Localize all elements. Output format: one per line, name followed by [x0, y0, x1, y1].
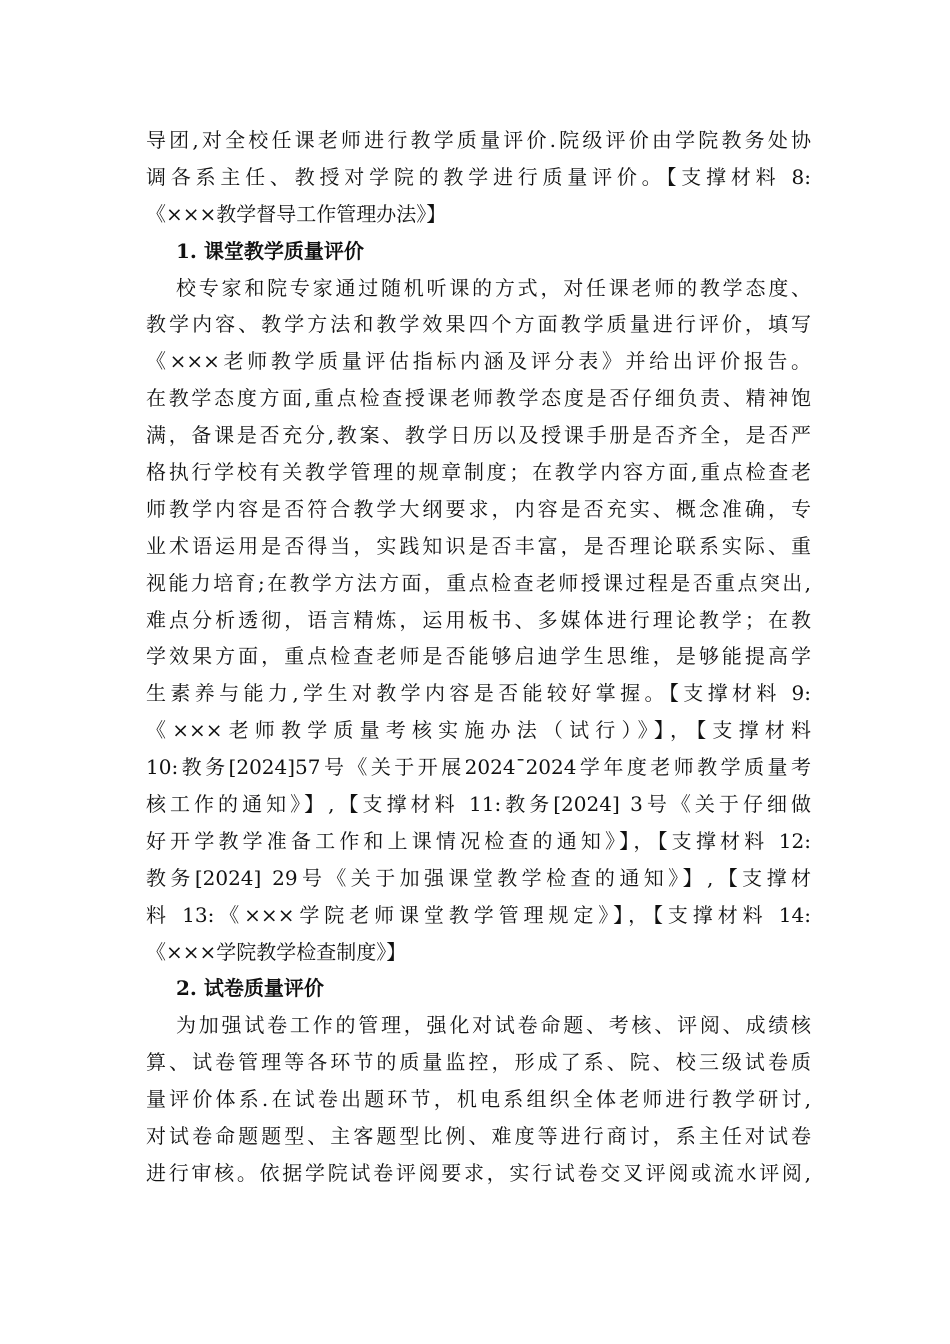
section-heading: 2. 试卷质量评价: [176, 976, 324, 1001]
text-line: 难点分析透彻，语言精炼，运用板书、多媒体进行理论教学；在教: [146, 607, 811, 632]
text-line: 算、试卷管理等各环节的质量监控，形成了系、院、校三级试卷质: [146, 1050, 811, 1075]
text-line: 教学内容、教学方法和教学效果四个方面教学质量进行评价，填写: [146, 312, 811, 337]
text-line: 《×××老师教学质量考核实施办法（试行）》】，【支撑材料: [146, 718, 811, 743]
text-line: 视能力培育;在教学方法方面，重点检查老师授课过程是否重点突出,: [146, 570, 811, 595]
section-heading: 1. 课堂教学质量评价: [176, 238, 364, 263]
text-line: 学效果方面，重点检查老师是否能够启迪学生思维，是够能提高学: [146, 644, 811, 669]
text-line: 好开学教学准备工作和上课情况检查的通知》】，【支撑材料 12:: [146, 828, 811, 853]
text-line: 调各系主任、教授对学院的教学进行质量评价。【支撑材料 8:: [146, 164, 811, 189]
text-line: 教务[2024] 29号《关于加强课堂教学检查的通知》】,【支撑材: [146, 865, 811, 890]
paragraph-last-line: 《×××教学督导工作管理办法》】: [146, 201, 447, 226]
paragraph-last-line: 《×××学院教学检查制度》】: [146, 939, 407, 964]
text-line: 在教学态度方面,重点检查授课老师教学态度是否仔细负责、精神饱: [146, 386, 811, 411]
text-line: 师教学内容是否符合教学大纲要求，内容是否充实、概念准确，专: [146, 496, 811, 521]
text-line: 导团,对全校任课老师进行教学质量评价.院级评价由学院教务处协: [146, 128, 811, 152]
paragraph-first-line: 校专家和院专家通过随机听课的方式，对任课老师的教学态度、: [176, 275, 811, 300]
text-line: 料 13:《×××学院老师课堂教学管理规定》】，【支撑材料 14:: [146, 902, 811, 927]
body-text: [146, 122, 811, 1192]
text-line: 《×××老师教学质量评估指标内涵及评分表》并给出评价报告。: [146, 349, 811, 374]
text-line: 格执行学校有关教学管理的规章制度；在教学内容方面,重点检查老: [146, 460, 811, 485]
paragraph-first-line: 为加强试卷工作的管理，强化对试卷命题、考核、评阅、成绩核: [176, 1013, 811, 1038]
text-line: 10:教务[2024]57号《关于开展2024¯2024学年度老师教学质量考: [146, 755, 811, 780]
text-line: 生素养与能力,学生对教学内容是否能较好掌握。【支撑材料 9:: [146, 681, 811, 706]
text-line: 量评价体系.在试卷出题环节，机电系组织全体老师进行教学研讨,: [146, 1087, 811, 1112]
text-line: 满，备课是否充分,教案、教学日历以及授课手册是否齐全，是否严: [146, 423, 811, 448]
text-line: 对试卷命题题型、主客题型比例、难度等进行商讨，系主任对试卷: [146, 1124, 811, 1149]
text-line: 核工作的通知》】,【支撑材料 11:教务[2024] 3号《关于仔细做: [146, 792, 811, 817]
text-line: 进行审核。依据学院试卷评阅要求，实行试卷交叉评阅或流水评阅,: [146, 1160, 811, 1185]
text-line: 业术语运用是否得当，实践知识是否丰富，是否理论联系实际、重: [146, 533, 811, 558]
